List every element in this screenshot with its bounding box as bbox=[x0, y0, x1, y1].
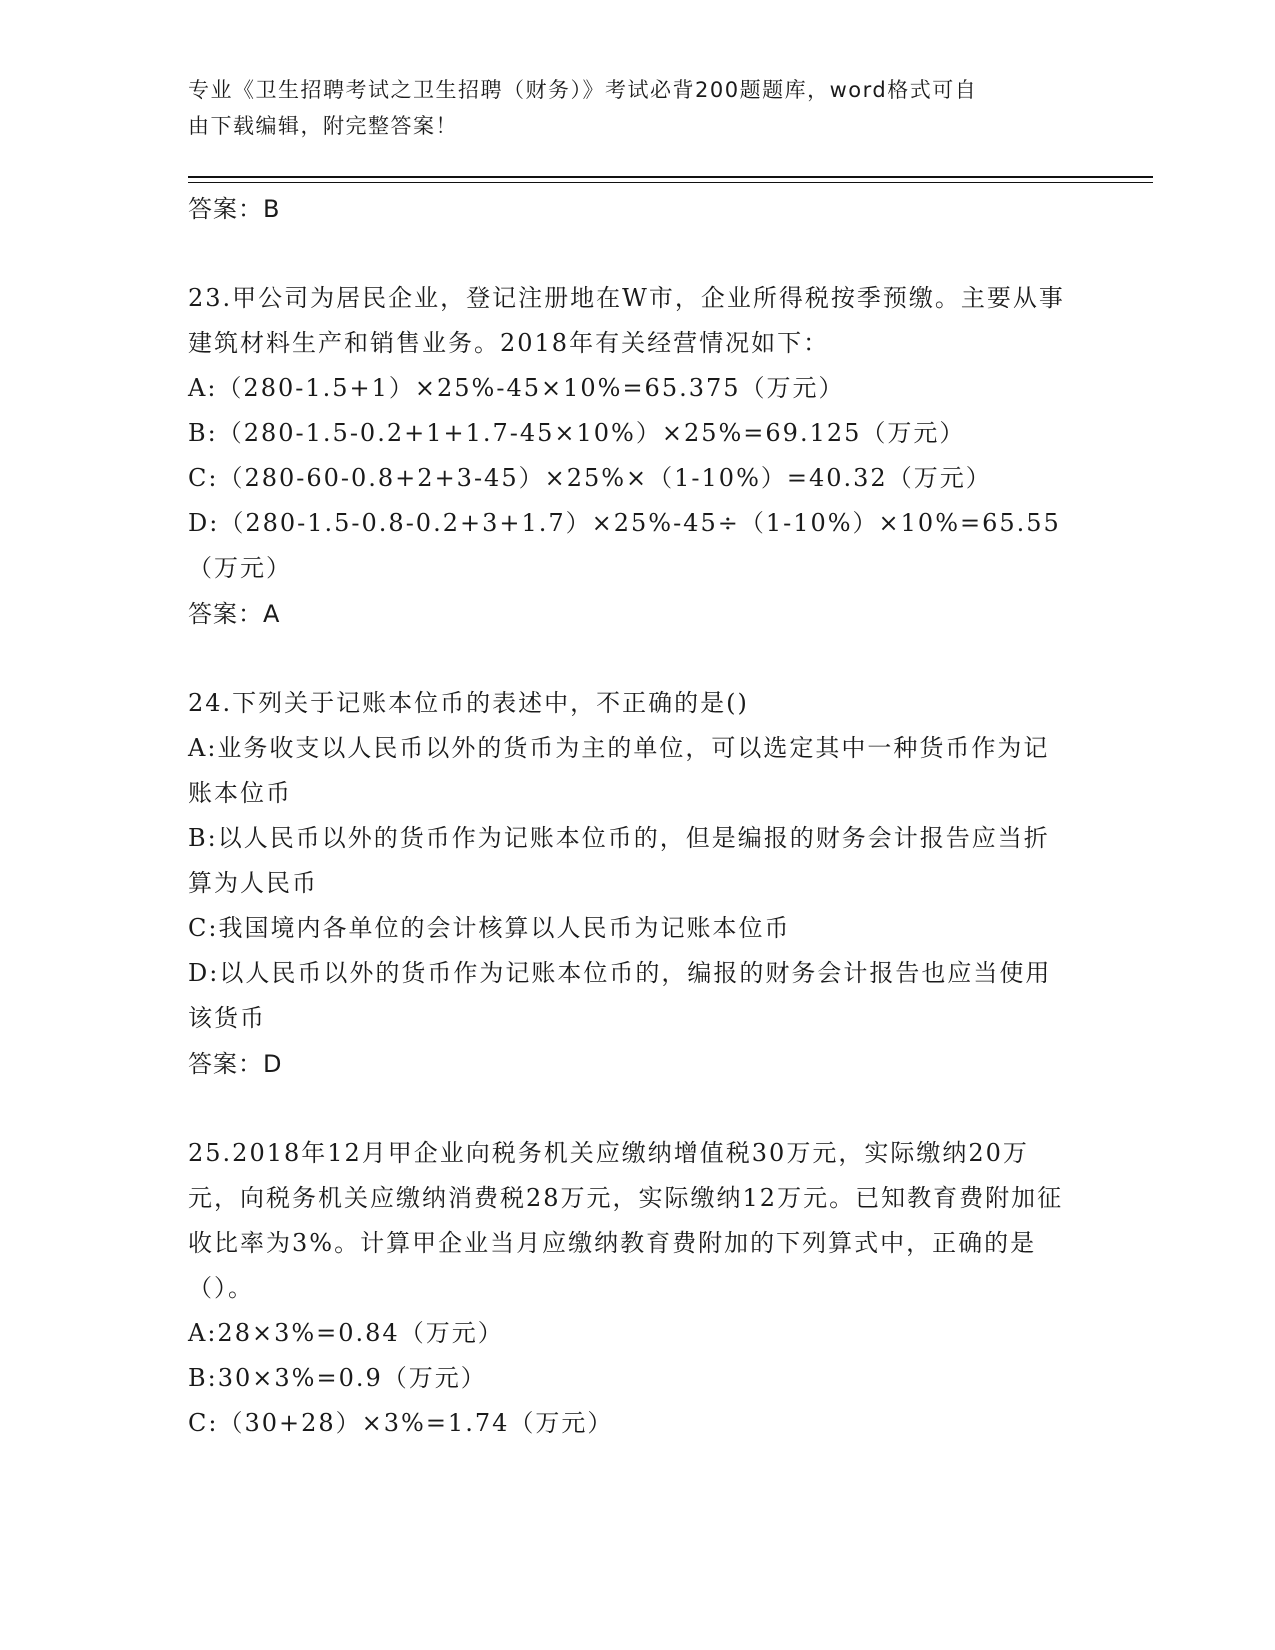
header-divider-thin bbox=[188, 182, 1153, 183]
option-text: 28×3%=0.84（万元） bbox=[217, 1319, 504, 1347]
question-text: 23.甲公司为居民企业，登记注册地在W市，企业所得税按季预缴。主要从事建筑材料生产和销售业务。2018年有关经营情况如下： bbox=[188, 284, 1065, 357]
option-label: B: bbox=[188, 419, 218, 447]
option-text: （280-60-0.8+2+3-45）×25%×（1-10%）=40.32（万元） bbox=[218, 464, 992, 492]
question-text: 25.2018年12月甲企业向税务机关应缴纳增值税30万元，实际缴纳20万元，向税务机关应缴纳消费税28万元，实际缴纳12万元。已知教育费附加征收比率为3%。计算甲企业当月应缴纳教育费附加的下列算式中，正确的是（）。 bbox=[188, 1139, 1064, 1302]
option-label: A: bbox=[188, 374, 218, 402]
option-label: A: bbox=[188, 734, 218, 762]
option-text: （30+28）×3%=1.74（万元） bbox=[218, 1409, 614, 1437]
header-divider-thick bbox=[188, 176, 1153, 178]
option-label: C: bbox=[188, 914, 219, 942]
option-b bbox=[188, 1356, 1073, 1401]
header-line-2: 由下载编辑，附完整答案！ bbox=[188, 114, 458, 138]
option-text: 以人民币以外的货币作为记账本位币的，但是编报的财务会计报告应当折算为人民币 bbox=[188, 824, 1050, 897]
option-text: （280-1.5-0.2+1+1.7-45×10%）×25%=69.125（万元） bbox=[217, 419, 966, 447]
option-text: 30×3%=0.9（万元） bbox=[217, 1364, 487, 1392]
option-a bbox=[188, 1311, 1073, 1356]
page-header bbox=[188, 72, 1068, 144]
option-a bbox=[188, 366, 1073, 411]
option-c bbox=[188, 456, 1073, 501]
option-b bbox=[188, 411, 1073, 456]
question-25 bbox=[188, 1131, 1073, 1446]
option-label: D: bbox=[188, 509, 220, 537]
option-c bbox=[188, 1401, 1073, 1446]
option-label: B: bbox=[188, 824, 218, 852]
option-a bbox=[188, 726, 1073, 816]
answer-label: 答案：D bbox=[188, 1050, 283, 1078]
option-label: B: bbox=[188, 1364, 218, 1392]
question-23 bbox=[188, 276, 1073, 637]
option-label: A: bbox=[188, 1319, 218, 1347]
question-24 bbox=[188, 681, 1073, 1087]
option-d bbox=[188, 501, 1073, 591]
option-c bbox=[188, 906, 1073, 951]
option-d bbox=[188, 951, 1073, 1041]
option-label: C: bbox=[188, 464, 219, 492]
answer-label: 答案：B bbox=[188, 195, 281, 223]
question-text: 24.下列关于记账本位币的表述中，不正确的是() bbox=[188, 689, 749, 717]
option-b bbox=[188, 816, 1073, 906]
option-text: 业务收支以人民币以外的货币为主的单位，可以选定其中一种货币作为记账本位币 bbox=[188, 734, 1050, 807]
option-text: （280-1.5+1）×25%-45×10%=65.375（万元） bbox=[217, 374, 845, 402]
option-text: 我国境内各单位的会计核算以人民币为记账本位币 bbox=[218, 914, 791, 942]
option-label: D: bbox=[188, 959, 220, 987]
header-line-1: 专业《卫生招聘考试之卫生招聘（财务）》考试必背200题题库，word格式可自 bbox=[188, 78, 978, 102]
option-text: （280-1.5-0.8-0.2+3+1.7）×25%-45÷（1-10%）×10%=65.55（万元） bbox=[188, 509, 1061, 582]
document-body bbox=[188, 186, 1073, 1446]
answer-label: 答案：A bbox=[188, 600, 281, 628]
option-text: 以人民币以外的货币作为记账本位币的，编报的财务会计报告也应当使用该货币 bbox=[188, 959, 1052, 1032]
option-label: C: bbox=[188, 1409, 219, 1437]
